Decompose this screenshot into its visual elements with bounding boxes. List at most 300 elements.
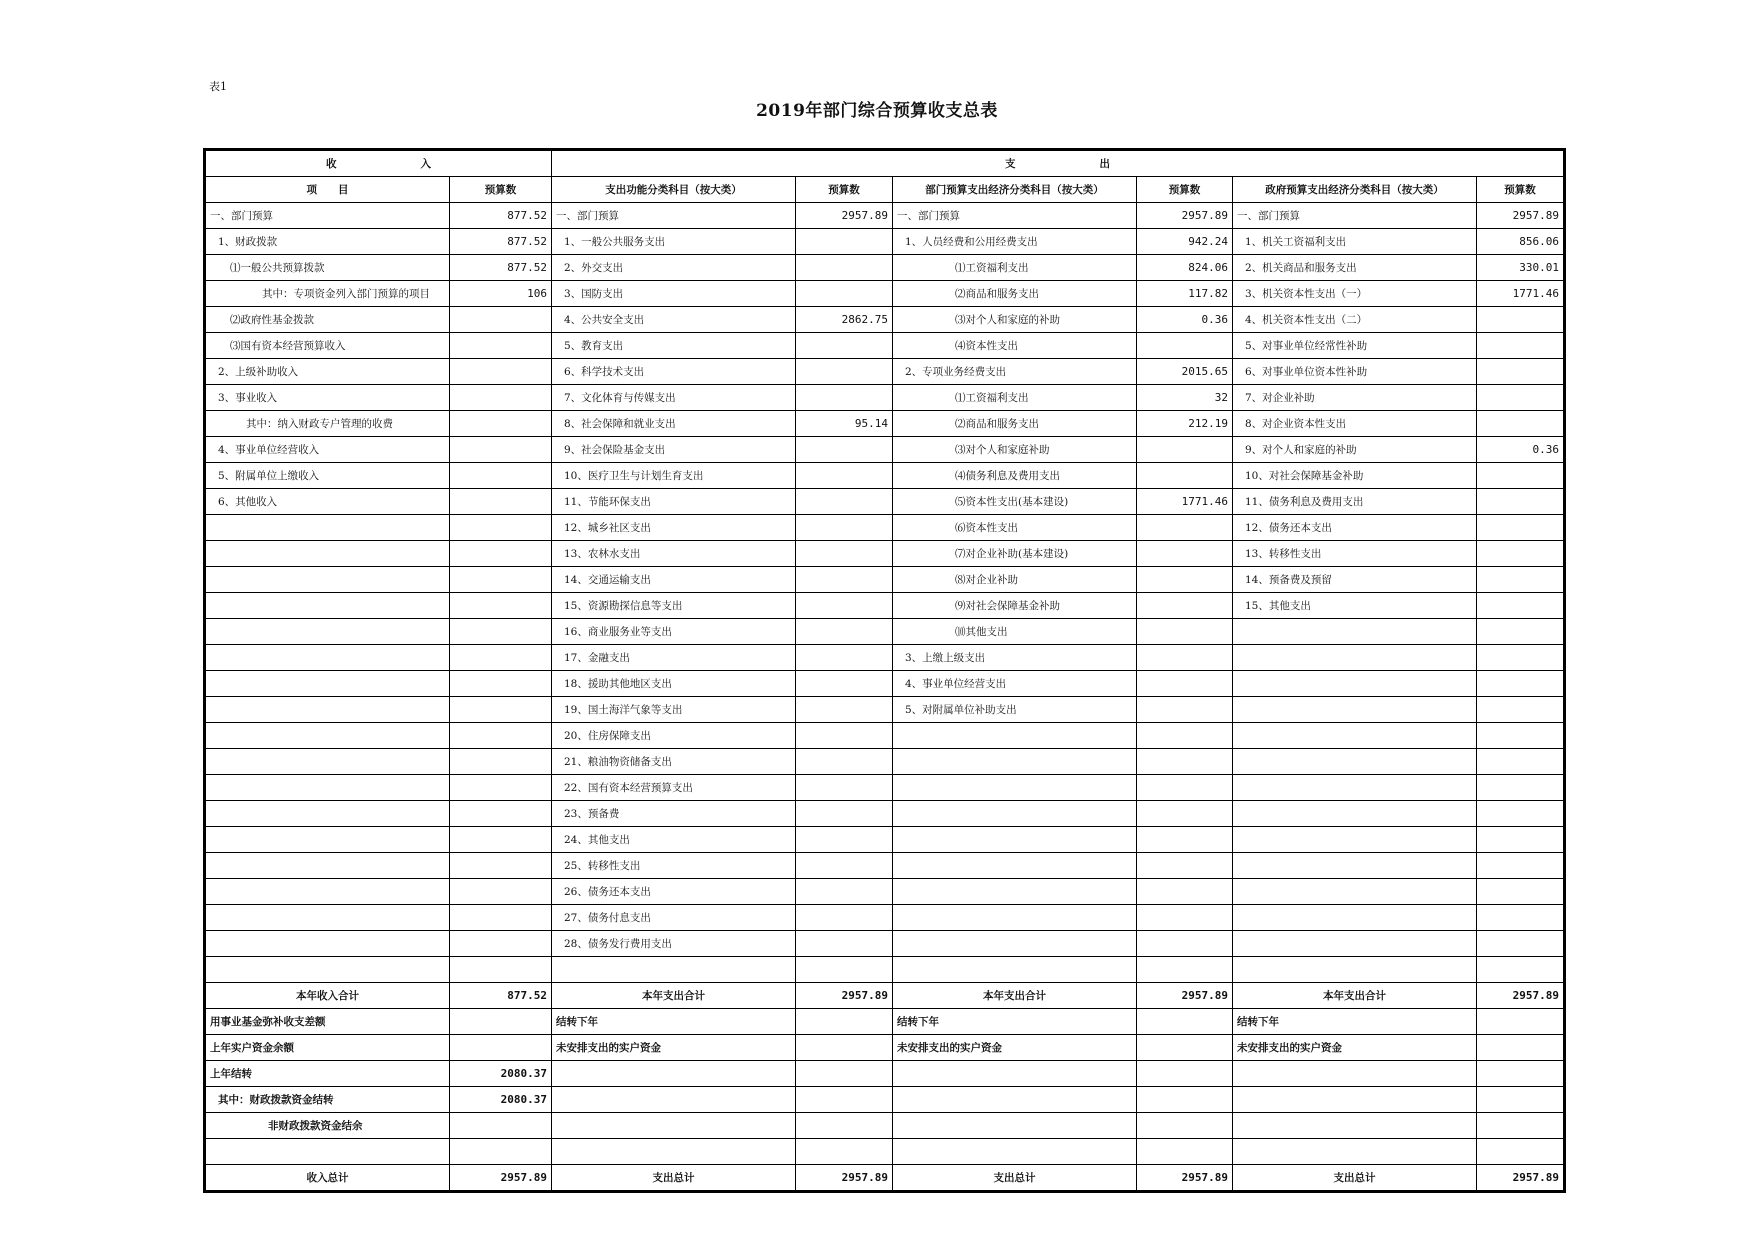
table-row <box>206 567 1564 593</box>
budget-cell <box>450 827 552 853</box>
item-cell: 25、转移性支出 <box>552 853 796 879</box>
budget-cell <box>1477 671 1564 697</box>
item-cell: 3、机关资本性支出（一） <box>1233 281 1477 307</box>
summary-amount-cell <box>1477 1087 1564 1113</box>
item-cell <box>206 645 450 671</box>
budget-cell <box>796 515 893 541</box>
budget-cell <box>1477 359 1564 385</box>
income-header: 收 入 <box>206 151 552 177</box>
budget-cell <box>1477 957 1564 983</box>
table-number-label: 表1 <box>209 80 227 93</box>
budget-cell <box>1137 957 1233 983</box>
budget-cell <box>1137 853 1233 879</box>
summary-label-cell: 本年支出合计 <box>893 983 1137 1009</box>
summary-label-cell <box>206 1139 450 1165</box>
budget-cell <box>1137 697 1233 723</box>
summary-label-cell: 非财政拨款资金结余 <box>206 1113 450 1139</box>
budget-cell <box>796 957 893 983</box>
item-cell: 21、粮油物资储备支出 <box>552 749 796 775</box>
page-title: 2019年部门综合预算收支总表 <box>756 101 998 121</box>
summary-amount-cell: 877.52 <box>450 983 552 1009</box>
budget-cell <box>796 801 893 827</box>
budget-cell <box>450 957 552 983</box>
budget-cell <box>1137 775 1233 801</box>
expense-header: 支 出 <box>552 151 1564 177</box>
budget-cell <box>1477 827 1564 853</box>
summary-label-cell: 本年支出合计 <box>1233 983 1477 1009</box>
item-cell <box>893 775 1137 801</box>
item-cell: 2、外交支出 <box>552 255 796 281</box>
item-cell: ⑵商品和服务支出 <box>893 411 1137 437</box>
item-cell <box>206 671 450 697</box>
budget-cell <box>1477 879 1564 905</box>
summary-amount-cell <box>1137 1035 1233 1061</box>
budget-cell <box>1137 541 1233 567</box>
table-row <box>206 437 1564 463</box>
budget-cell <box>1477 333 1564 359</box>
budget-cell: 2957.89 <box>1477 203 1564 229</box>
summary-label-cell: 本年支出合计 <box>552 983 796 1009</box>
budget-cell: 2015.65 <box>1137 359 1233 385</box>
item-cell: 10、对社会保障基金补助 <box>1233 463 1477 489</box>
item-cell: 28、债务发行费用支出 <box>552 931 796 957</box>
summary-row <box>206 1113 1564 1139</box>
budget-cell <box>1137 671 1233 697</box>
budget-cell <box>1477 931 1564 957</box>
item-cell: ⑷债务利息及费用支出 <box>893 463 1137 489</box>
item-cell: 4、机关资本性支出（二） <box>1233 307 1477 333</box>
item-cell <box>206 697 450 723</box>
budget-cell <box>1137 515 1233 541</box>
summary-label-cell <box>893 1087 1137 1113</box>
item-cell <box>1233 853 1477 879</box>
table-row <box>206 749 1564 775</box>
budget-cell: 2957.89 <box>1137 203 1233 229</box>
table-row <box>206 489 1564 515</box>
budget-cell <box>1137 333 1233 359</box>
budget-cell <box>450 541 552 567</box>
item-cell <box>206 905 450 931</box>
item-cell <box>1233 619 1477 645</box>
item-cell: 5、附属单位上缴收入 <box>206 463 450 489</box>
item-cell: 20、住房保障支出 <box>552 723 796 749</box>
item-cell <box>206 879 450 905</box>
header-row-columns <box>206 177 1564 203</box>
table-row <box>206 723 1564 749</box>
budget-summary-table <box>205 150 1564 1191</box>
budget-cell <box>1477 489 1564 515</box>
budget-cell <box>796 619 893 645</box>
item-cell: 2、专项业务经费支出 <box>893 359 1137 385</box>
summary-label-cell: 结转下年 <box>893 1009 1137 1035</box>
budget-cell: 1771.46 <box>1477 281 1564 307</box>
summary-amount-cell <box>450 1139 552 1165</box>
table-row <box>206 229 1564 255</box>
budget-cell: 877.52 <box>450 229 552 255</box>
gov-econ-class-header: 政府预算支出经济分类科目（按大类） <box>1233 177 1477 203</box>
item-cell: 22、国有资本经营预算支出 <box>552 775 796 801</box>
item-cell <box>1233 957 1477 983</box>
item-cell: 其中：纳入财政专户管理的收费 <box>206 411 450 437</box>
budget-cell <box>450 359 552 385</box>
item-cell: 一、部门预算 <box>206 203 450 229</box>
item-cell: 23、预备费 <box>552 801 796 827</box>
budget-cell <box>1137 463 1233 489</box>
summary-amount-cell <box>1137 1009 1233 1035</box>
budget-cell <box>1137 931 1233 957</box>
item-cell <box>206 931 450 957</box>
item-cell <box>552 957 796 983</box>
table-row <box>206 411 1564 437</box>
budget-cell <box>450 697 552 723</box>
item-cell: 4、公共安全支出 <box>552 307 796 333</box>
budget-cell <box>1477 801 1564 827</box>
item-cell <box>1233 775 1477 801</box>
budget-cell <box>1477 385 1564 411</box>
table-row <box>206 801 1564 827</box>
item-cell: 5、对事业单位经常性补助 <box>1233 333 1477 359</box>
item-cell <box>893 957 1137 983</box>
table-row <box>206 281 1564 307</box>
item-cell: 7、对企业补助 <box>1233 385 1477 411</box>
table-row <box>206 333 1564 359</box>
budget-cell <box>796 593 893 619</box>
table-row <box>206 645 1564 671</box>
item-cell: ⑶国有资本经营预算收入 <box>206 333 450 359</box>
summary-amount-cell <box>796 1139 893 1165</box>
item-cell: 27、债务付息支出 <box>552 905 796 931</box>
item-cell: 1、财政拨款 <box>206 229 450 255</box>
item-cell: 1、机关工资福利支出 <box>1233 229 1477 255</box>
budget-cell <box>1477 593 1564 619</box>
item-cell: 2、机关商品和服务支出 <box>1233 255 1477 281</box>
item-cell: 24、其他支出 <box>552 827 796 853</box>
budget-cell: 0.36 <box>1137 307 1233 333</box>
summary-amount-cell <box>796 1061 893 1087</box>
item-cell: 13、农林水支出 <box>552 541 796 567</box>
summary-amount-cell <box>450 1113 552 1139</box>
budget-cell <box>450 879 552 905</box>
budget-cell <box>796 255 893 281</box>
budget-cell <box>1477 853 1564 879</box>
summary-amount-cell <box>1137 1087 1233 1113</box>
budget-cell: 106 <box>450 281 552 307</box>
budget-cell: 877.52 <box>450 203 552 229</box>
table-row <box>206 879 1564 905</box>
budget-cell: 877.52 <box>450 255 552 281</box>
budget-cell <box>1137 645 1233 671</box>
budget-cell <box>796 463 893 489</box>
budget-cell <box>450 385 552 411</box>
item-cell: 5、教育支出 <box>552 333 796 359</box>
item-cell: 18、援助其他地区支出 <box>552 671 796 697</box>
item-cell: 一、部门预算 <box>893 203 1137 229</box>
summary-label-cell <box>893 1113 1137 1139</box>
table-row <box>206 775 1564 801</box>
budget-cell <box>1477 619 1564 645</box>
summary-label-cell: 结转下年 <box>1233 1009 1477 1035</box>
budget-cell <box>1137 749 1233 775</box>
item-cell: 13、转移性支出 <box>1233 541 1477 567</box>
item-cell: ⑶对个人和家庭的补助 <box>893 307 1137 333</box>
item-cell: 6、其他收入 <box>206 489 450 515</box>
summary-label-cell <box>1233 1113 1477 1139</box>
budget-cell <box>796 879 893 905</box>
summary-row <box>206 983 1564 1009</box>
budget-cell <box>796 749 893 775</box>
item-cell: 一、部门预算 <box>552 203 796 229</box>
budget-cell <box>796 671 893 697</box>
item-cell <box>206 593 450 619</box>
summary-label-cell: 支出总计 <box>552 1165 796 1191</box>
summary-amount-cell <box>796 1087 893 1113</box>
item-cell <box>206 775 450 801</box>
item-cell: ⑼对社会保障基金补助 <box>893 593 1137 619</box>
summary-amount-cell <box>1477 1009 1564 1035</box>
table-row <box>206 671 1564 697</box>
item-cell: 1、一般公共服务支出 <box>552 229 796 255</box>
summary-row <box>206 1035 1564 1061</box>
budget-cell <box>796 281 893 307</box>
budget-cell <box>796 645 893 671</box>
dept-econ-class-header: 部门预算支出经济分类科目（按大类） <box>893 177 1137 203</box>
budget-header: 预算数 <box>450 177 552 203</box>
budget-cell <box>450 801 552 827</box>
item-cell: 16、商业服务业等支出 <box>552 619 796 645</box>
budget-cell <box>796 333 893 359</box>
table-row <box>206 385 1564 411</box>
item-cell: ⑵商品和服务支出 <box>893 281 1137 307</box>
item-cell <box>206 827 450 853</box>
budget-cell <box>796 489 893 515</box>
item-cell: 10、医疗卫生与计划生育支出 <box>552 463 796 489</box>
summary-row <box>206 1061 1564 1087</box>
budget-cell <box>1477 463 1564 489</box>
item-cell <box>1233 671 1477 697</box>
item-cell: 9、对个人和家庭的补助 <box>1233 437 1477 463</box>
budget-cell: 212.19 <box>1137 411 1233 437</box>
budget-cell <box>450 489 552 515</box>
budget-cell: 942.24 <box>1137 229 1233 255</box>
item-cell: 3、国防支出 <box>552 281 796 307</box>
budget-cell: 117.82 <box>1137 281 1233 307</box>
summary-label-cell <box>552 1113 796 1139</box>
summary-row <box>206 1165 1564 1191</box>
item-cell <box>206 801 450 827</box>
summary-label-cell: 结转下年 <box>552 1009 796 1035</box>
summary-row <box>206 1139 1564 1165</box>
budget-cell <box>1137 879 1233 905</box>
item-cell: ⑽其他支出 <box>893 619 1137 645</box>
budget-cell <box>796 359 893 385</box>
item-cell: 17、金融支出 <box>552 645 796 671</box>
item-cell: 9、社会保险基金支出 <box>552 437 796 463</box>
item-cell <box>1233 801 1477 827</box>
item-cell: 4、事业单位经营收入 <box>206 437 450 463</box>
budget-cell <box>1477 775 1564 801</box>
budget-cell <box>450 775 552 801</box>
budget-cell <box>450 567 552 593</box>
summary-label-cell <box>893 1139 1137 1165</box>
item-cell: 14、预备费及预留 <box>1233 567 1477 593</box>
summary-amount-cell: 2957.89 <box>796 1165 893 1191</box>
summary-amount-cell <box>450 1035 552 1061</box>
table-row <box>206 203 1564 229</box>
table-row <box>206 463 1564 489</box>
budget-cell: 95.14 <box>796 411 893 437</box>
budget-cell <box>1137 905 1233 931</box>
item-cell: 2、上级补助收入 <box>206 359 450 385</box>
item-cell: 11、节能环保支出 <box>552 489 796 515</box>
func-class-header: 支出功能分类科目（按大类） <box>552 177 796 203</box>
summary-label-cell: 上年结转 <box>206 1061 450 1087</box>
budget-cell <box>450 411 552 437</box>
budget-cell: 856.06 <box>1477 229 1564 255</box>
budget-cell: 330.01 <box>1477 255 1564 281</box>
summary-amount-cell: 2957.89 <box>1477 1165 1564 1191</box>
budget-cell: 32 <box>1137 385 1233 411</box>
budget-cell <box>796 541 893 567</box>
budget-cell <box>450 437 552 463</box>
item-cell <box>893 801 1137 827</box>
budget-cell <box>450 905 552 931</box>
item-cell <box>206 567 450 593</box>
budget-cell <box>450 723 552 749</box>
summary-amount-cell: 2957.89 <box>1477 983 1564 1009</box>
budget-cell <box>796 697 893 723</box>
item-cell <box>1233 931 1477 957</box>
detail-rows <box>206 203 1564 983</box>
summary-label-cell: 未安排支出的实户资金 <box>893 1035 1137 1061</box>
table-row <box>206 307 1564 333</box>
item-cell <box>206 541 450 567</box>
budget-cell <box>1137 567 1233 593</box>
budget-cell <box>1137 723 1233 749</box>
item-cell <box>1233 645 1477 671</box>
item-cell: 7、文化体育与传媒支出 <box>552 385 796 411</box>
budget-cell <box>1477 905 1564 931</box>
summary-label-cell <box>552 1087 796 1113</box>
summary-label-cell: 支出总计 <box>1233 1165 1477 1191</box>
item-cell: 4、事业单位经营支出 <box>893 671 1137 697</box>
summary-label-cell: 用事业基金弥补收支差额 <box>206 1009 450 1035</box>
item-cell: ⑴一般公共预算拨款 <box>206 255 450 281</box>
budget-cell <box>450 307 552 333</box>
summary-amount-cell <box>1477 1061 1564 1087</box>
summary-row <box>206 1009 1564 1035</box>
item-cell: ⑵政府性基金拨款 <box>206 307 450 333</box>
summary-amount-cell <box>1137 1113 1233 1139</box>
budget-cell <box>796 723 893 749</box>
item-cell <box>206 515 450 541</box>
summary-amount-cell: 2080.37 <box>450 1087 552 1113</box>
summary-label-cell: 未安排支出的实户资金 <box>1233 1035 1477 1061</box>
summary-label-cell: 未安排支出的实户资金 <box>552 1035 796 1061</box>
summary-amount-cell: 2957.89 <box>1137 1165 1233 1191</box>
item-cell: 5、对附属单位补助支出 <box>893 697 1137 723</box>
table-row <box>206 905 1564 931</box>
summary-label-cell <box>1233 1139 1477 1165</box>
budget-cell <box>1137 593 1233 619</box>
summary-amount-cell <box>1137 1061 1233 1087</box>
summary-amount-cell: 2957.89 <box>450 1165 552 1191</box>
table-row <box>206 697 1564 723</box>
table-row <box>206 853 1564 879</box>
summary-label-cell <box>1233 1061 1477 1087</box>
summary-amount-cell <box>450 1009 552 1035</box>
header-row-income-expense <box>206 151 1564 177</box>
item-cell: ⑺对企业补助(基本建设) <box>893 541 1137 567</box>
budget-cell <box>1477 307 1564 333</box>
item-cell <box>206 957 450 983</box>
budget-cell: 0.36 <box>1477 437 1564 463</box>
item-cell: ⑴工资福利支出 <box>893 385 1137 411</box>
summary-amount-cell <box>796 1009 893 1035</box>
item-cell: 3、上缴上级支出 <box>893 645 1137 671</box>
summary-label-cell: 其中：财政拨款资金结转 <box>206 1087 450 1113</box>
item-cell: 26、债务还本支出 <box>552 879 796 905</box>
budget-cell <box>1137 801 1233 827</box>
item-cell: ⑻对企业补助 <box>893 567 1137 593</box>
budget-cell <box>796 905 893 931</box>
item-cell <box>893 853 1137 879</box>
table-row <box>206 593 1564 619</box>
table-row <box>206 931 1564 957</box>
budget-cell <box>796 775 893 801</box>
summary-amount-cell <box>796 1113 893 1139</box>
budget-cell <box>450 645 552 671</box>
item-cell: ⑹资本性支出 <box>893 515 1137 541</box>
item-cell <box>893 905 1137 931</box>
item-cell <box>206 853 450 879</box>
item-cell: 12、城乡社区支出 <box>552 515 796 541</box>
budget-cell <box>796 931 893 957</box>
item-cell <box>893 879 1137 905</box>
item-cell <box>206 749 450 775</box>
budget-cell <box>1477 723 1564 749</box>
table-row <box>206 957 1564 983</box>
item-cell <box>206 723 450 749</box>
budget-cell <box>1477 541 1564 567</box>
budget-cell: 824.06 <box>1137 255 1233 281</box>
summary-amount-cell <box>1477 1139 1564 1165</box>
item-cell: 6、对事业单位资本性补助 <box>1233 359 1477 385</box>
summary-label-cell: 收入总计 <box>206 1165 450 1191</box>
summary-rows <box>206 983 1564 1191</box>
item-cell: 1、人员经费和公用经费支出 <box>893 229 1137 255</box>
budget-cell <box>450 515 552 541</box>
table-row <box>206 515 1564 541</box>
budget-cell <box>796 229 893 255</box>
item-cell: ⑸资本性支出(基本建设) <box>893 489 1137 515</box>
item-cell <box>1233 905 1477 931</box>
budget-cell <box>796 437 893 463</box>
item-cell <box>893 931 1137 957</box>
summary-label-cell: 上年实户资金余额 <box>206 1035 450 1061</box>
budget-cell <box>450 931 552 957</box>
budget-cell: 2957.89 <box>796 203 893 229</box>
budget-cell <box>796 853 893 879</box>
table-row <box>206 541 1564 567</box>
item-cell: 14、交通运输支出 <box>552 567 796 593</box>
item-cell <box>893 723 1137 749</box>
item-cell: 3、事业收入 <box>206 385 450 411</box>
item-cell: ⑶对个人和家庭补助 <box>893 437 1137 463</box>
budget-cell <box>450 593 552 619</box>
item-cell: 11、债务利息及费用支出 <box>1233 489 1477 515</box>
summary-label-cell: 支出总计 <box>893 1165 1137 1191</box>
budget-cell <box>450 749 552 775</box>
